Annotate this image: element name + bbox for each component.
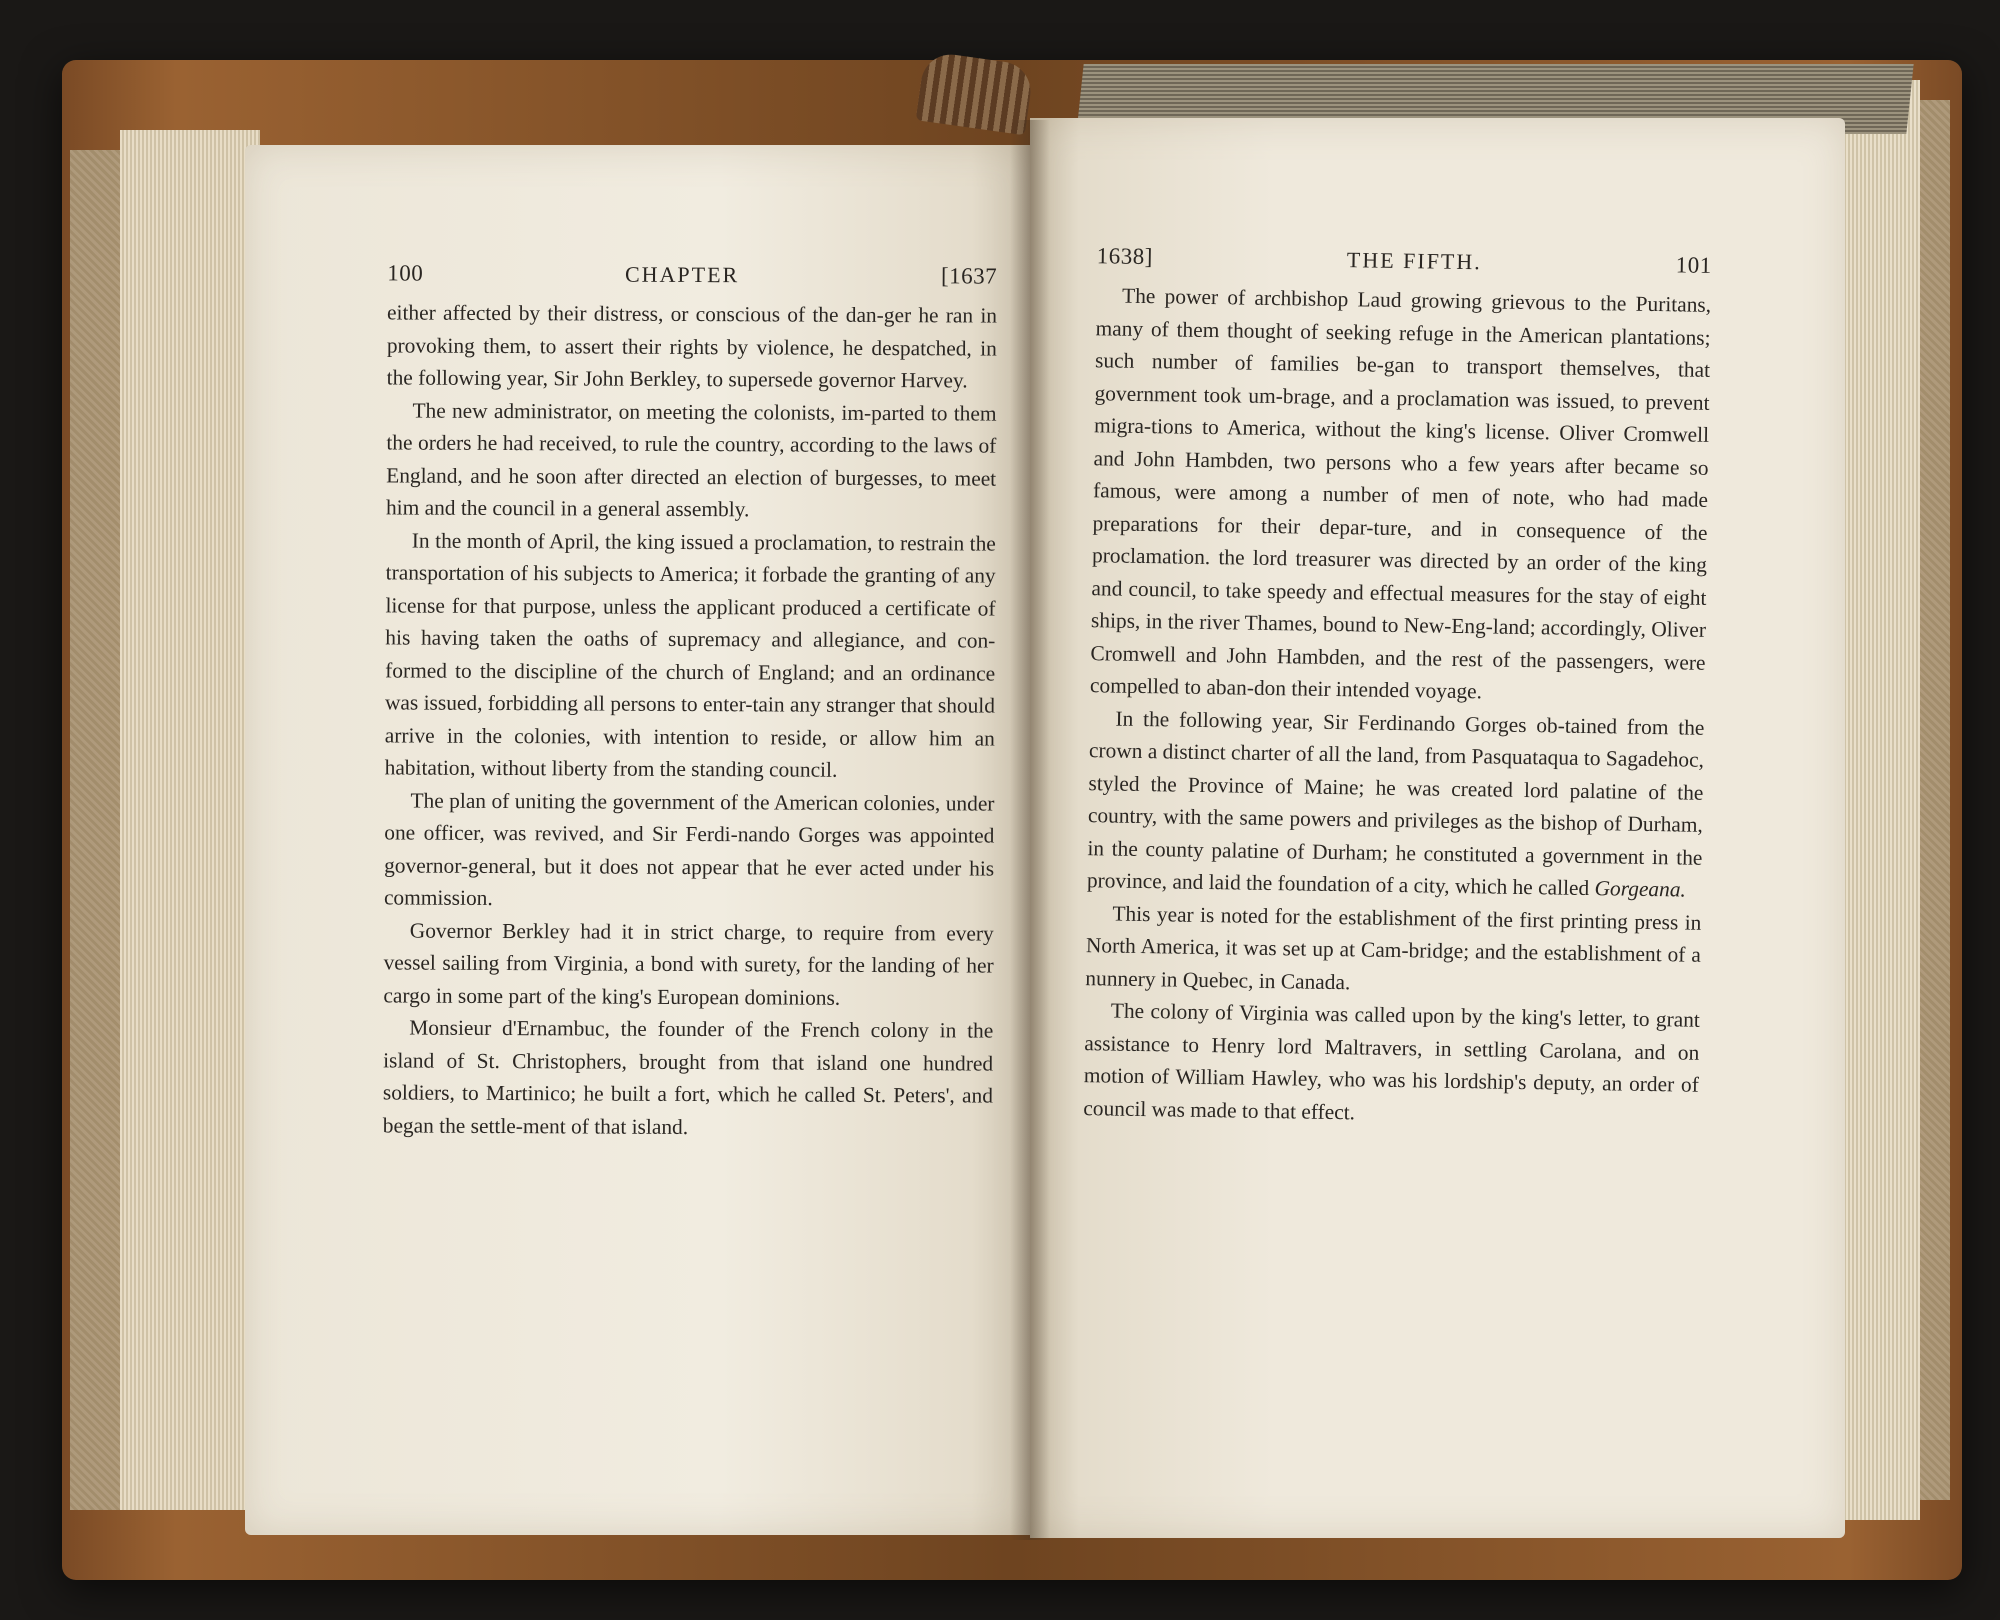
city-name: Gorgeana. bbox=[1594, 876, 1687, 902]
paragraph: In the month of April, the king issued a proclamation, to restrain the transportation of his subjects to America; it forbade the granting of any license for that purpose, unless the applicant produced a certificate of his having taken the oaths of supremacy and allegiance, and con-formed to the discipline of the church of England; and an ordinance was issued, forbidding all persons to enter-tain any stranger that should arrive in the colonies, with intention to reside, or allow him an habitation, without liberty from the standing council. bbox=[384, 528, 996, 782]
paragraph: Monsieur d'Ernambuc, the founder of the French colony in the island of St. Christophers, brought from that island one hundred soldiers, to Martinico; he built a fort, which he called St. Peters', and began the settle-ment of that island. bbox=[382, 1015, 994, 1139]
paragraph: The colony of Virginia was called upon by the king's letter, to grant assistance to Henry lord Maltravers, in settling Carolana, and on motion of William Hawley, who was his lordship's deputy, an order of council was made to that effect. bbox=[1083, 998, 1701, 1124]
left-running-head bbox=[387, 260, 997, 289]
left-year-mark: [1637 bbox=[940, 263, 998, 289]
book-gutter bbox=[1010, 120, 1050, 1540]
page-edges-left bbox=[120, 130, 260, 1510]
paragraph: This year is noted for the establishment of the first printing press in North America, it was set up at Cam-bridge; and the establishment of a nunnery in Quebec, in Canada. bbox=[1085, 901, 1702, 994]
right-page-number: 101 bbox=[1675, 252, 1712, 278]
paragraph bbox=[1087, 702, 1705, 907]
paragraph-text: In the following year, Sir Ferdinando Gorges ob-tained from the crown a distinct charter of all the land, from Pasquataqua to Sagadehoc, styled the Province of Maine; he was created lord palatine of the country, with the same powers and privileges as the bishop of Durham, in the county palatine of Durham; he constituted a government in the province, and laid the foundation of a city, which he called bbox=[1086, 706, 1705, 901]
right-year-mark: 1638] bbox=[1096, 243, 1154, 270]
left-running-title: CHAPTER bbox=[624, 261, 740, 288]
left-page-number: 100 bbox=[387, 260, 424, 286]
right-page-text bbox=[1083, 243, 1712, 1134]
paragraph: The power of archbishop Laud growing grievous to the Puritans, many of them thought of seeking refuge in the American plantations; such number of families be-gan to transport themselves, that government took um-brage, and a proclamation was issued, to prevent migra-tions to America, without the king's license. Oliver Cromwell and John Hambden, two persons who a few years after became so famous, were among a number of men of note, who had made preparations for their depar-ture, and in consequence of the proclamation. the lord treasurer was directed by an order of the king and council, to take speedy and effectual measures for the stay of eight ships, in the river Thames, bound to New-Eng-land; accordingly, Oliver Cromwell and John Hambden, and the rest of the passengers, were compelled to aban-don their intended voyage. bbox=[1089, 283, 1712, 704]
right-running-title: THE FIFTH. bbox=[1346, 247, 1482, 275]
paragraph: The new administrator, on meeting the colonists, im-parted to them the orders he had received, to rule the country, according to the laws of England, and he soon after directed an election of burgesses, to meet him and the council in a general assembly. bbox=[385, 398, 997, 522]
paragraph: either affected by their distress, or conscious of the dan-ger he ran in provoking them, to assert their rights by violence, he despatched, in the following year, Sir John Berkley, to supersede governor Harvey. bbox=[386, 300, 998, 393]
paragraph: Governor Berkley had it in strict charge, to require from every vessel sailing from Virginia, a bond with surety, for the landing of her cargo in some part of the king's European dominions. bbox=[383, 918, 994, 1010]
left-page-text bbox=[383, 260, 998, 1144]
paragraph: The plan of uniting the government of the American colonies, under one officer, was revived, and Sir Ferdi-nando Gorges was appointed governor-general, but it does not appear that he ever acted under his commission. bbox=[383, 788, 995, 910]
